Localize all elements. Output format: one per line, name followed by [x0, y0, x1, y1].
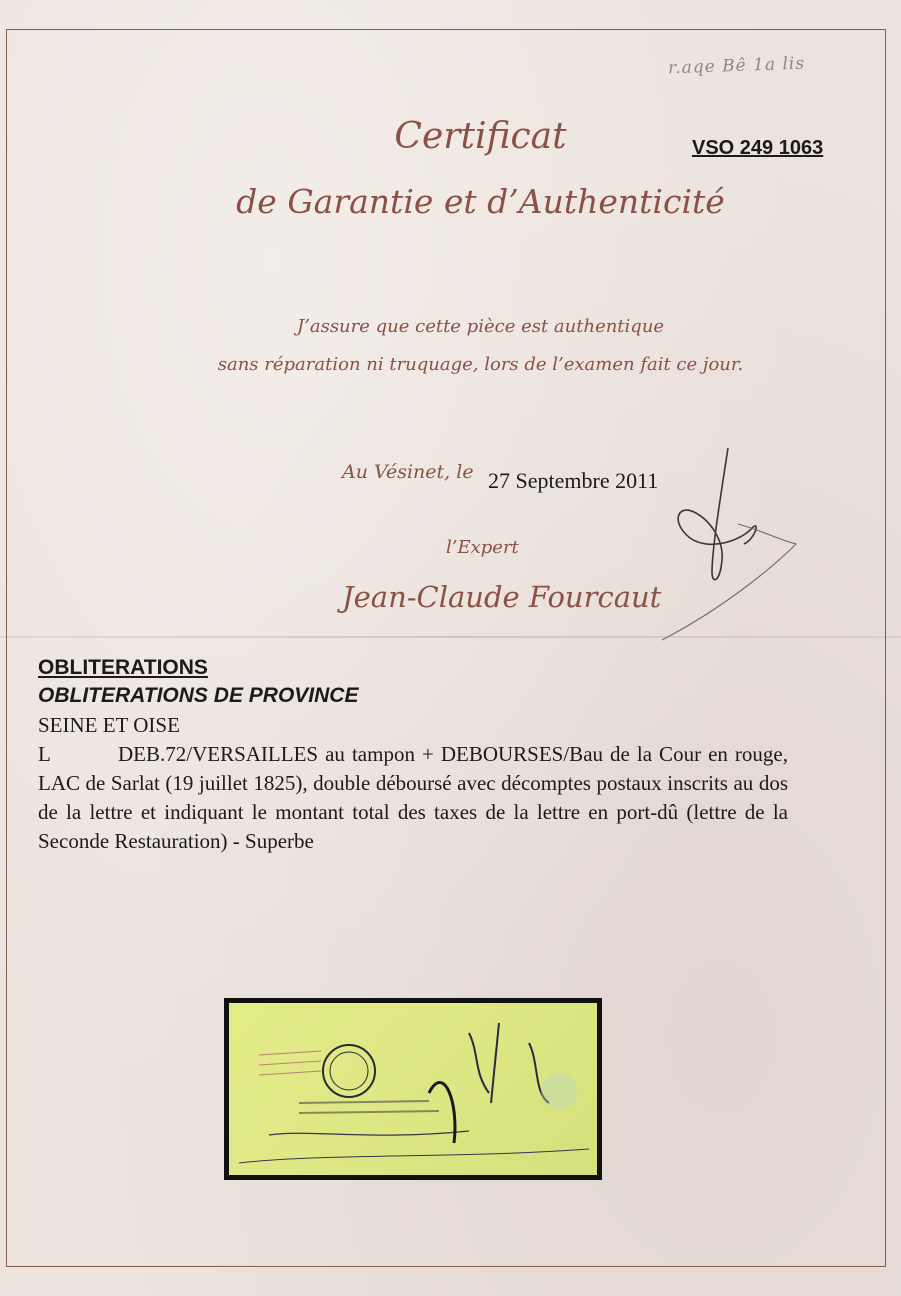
letter-postmarks — [229, 1003, 597, 1175]
signature — [660, 440, 810, 650]
letter-photo — [224, 998, 602, 1180]
assurance-line-1: J’assure que cette pièce est authentique — [296, 316, 665, 337]
item-type: L — [38, 742, 51, 766]
expert-label: l’Expert — [446, 537, 519, 558]
certificate-title: Certificat — [394, 116, 567, 157]
description-text: DEB.72/VERSAILLES au tampon + DEBOURSES/Bau de la Cour en rouge, LAC de Sarlat (19 juillet 1825), double déboursé avec décomptes postaux inscrits au dos de la lettre et indiquant le montant total des taxes de la lettre en port-dû (lettre de la Seconde Restauration) - Superbe — [38, 742, 788, 853]
section-heading: OBLITERATIONS — [38, 656, 208, 679]
certificate-subtitle: de Garantie et d’Authenticité — [236, 182, 725, 221]
place-label: Au Vésinet, le — [342, 461, 474, 483]
certificate-date: 27 Septembre 2011 — [488, 468, 659, 493]
assurance-line-2: sans réparation ni truquage, lors de l’examen fait ce jour. — [217, 354, 744, 375]
item-description — [38, 740, 788, 856]
expert-name: Jean-Claude Fourcaut — [342, 580, 662, 614]
section-subheading: OBLITERATIONS DE PROVINCE — [38, 684, 359, 707]
pencil-note: r.aqe Bê 1a lis — [667, 53, 806, 79]
certificate-number: VSO 249 1063 — [692, 137, 824, 159]
letter-image — [229, 1003, 597, 1175]
department: SEINE ET OISE — [38, 713, 180, 737]
